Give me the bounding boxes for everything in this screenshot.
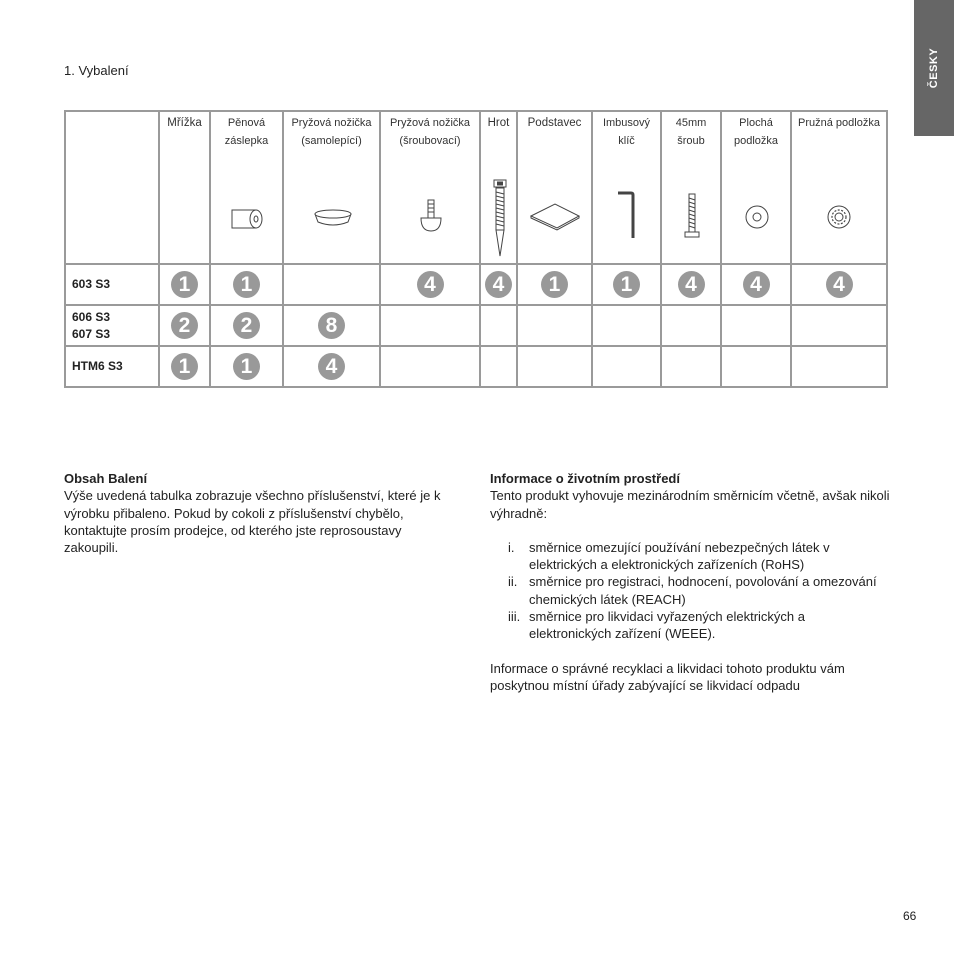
- count-cell: [661, 346, 721, 387]
- header-spike: [480, 111, 517, 264]
- count-cell: [791, 264, 887, 305]
- model-name: 603 S3: [72, 277, 111, 291]
- model-cell: [65, 264, 159, 305]
- header-label: Pružná podložka: [798, 117, 880, 129]
- quantity-badge: 4: [678, 271, 705, 298]
- quantity-badge: 8: [318, 312, 345, 339]
- flat-washer-icon: [744, 204, 770, 230]
- header-label: Hrot: [487, 117, 510, 129]
- quantity-badge: 2: [233, 312, 260, 339]
- header-label: Podstavec: [527, 117, 582, 129]
- table-row-606-607: [65, 305, 887, 346]
- spring-washer-icon: [826, 204, 852, 230]
- count-cell: [517, 305, 592, 346]
- list-number: ii.: [508, 574, 518, 590]
- count-cell: [592, 346, 661, 387]
- package-contents-heading: Obsah Balení: [64, 471, 148, 486]
- list-item: [490, 573, 890, 608]
- header-grille: [159, 111, 210, 264]
- list-number: iii.: [508, 609, 521, 625]
- count-cell: [517, 346, 592, 387]
- header-flat-washer: [721, 111, 791, 264]
- count-cell: [480, 305, 517, 346]
- header-label: Pryžová nožička (samolepící): [291, 117, 372, 147]
- section-title: 1. Vybalení: [64, 63, 129, 78]
- list-text: směrnice pro likvidaci vyřazených elektrických a elektronických zařízení (WEEE).: [529, 609, 805, 642]
- list-item: [490, 539, 890, 574]
- count-cell: [661, 264, 721, 305]
- rubber-foot-screw-icon: [419, 198, 443, 234]
- count-cell: [283, 264, 380, 305]
- count-cell: [380, 346, 480, 387]
- count-cell: [380, 264, 480, 305]
- environment-intro: Tento produkt vyhovuje mezinárodním směrnicím včetně, avšak nikoli výhradně:: [490, 488, 890, 521]
- count-cell: [380, 305, 480, 346]
- foam-bung-icon: [228, 202, 268, 234]
- model-name: 606 S3: [72, 309, 111, 324]
- count-cell: [480, 264, 517, 305]
- count-cell: [283, 346, 380, 387]
- quantity-badge: 1: [171, 353, 198, 380]
- header-rubber-foot-screw: [380, 111, 480, 264]
- screw-icon: [683, 192, 701, 242]
- count-cell: [210, 305, 283, 346]
- model-cell: [65, 305, 159, 346]
- environment-heading: Informace o životním prostředí: [490, 471, 680, 486]
- count-cell: [791, 346, 887, 387]
- language-tab: [914, 0, 954, 136]
- quantity-badge: 1: [171, 271, 198, 298]
- directive-list: [490, 539, 890, 643]
- header-label: Mřížka: [167, 117, 202, 129]
- header-foam-bung: [210, 111, 283, 264]
- count-cell: [210, 264, 283, 305]
- header-rubber-foot-adhesive: [283, 111, 380, 264]
- environment-section: [490, 470, 890, 694]
- count-cell: [721, 346, 791, 387]
- spike-icon: [490, 178, 510, 258]
- count-cell: [210, 346, 283, 387]
- header-spring-washer: [791, 111, 887, 264]
- list-text: směrnice omezující používání nebezpečných látek v elektrických a elektronických zařízeních (RoHS): [529, 539, 830, 573]
- header-label: Pěnová záslepka: [224, 117, 269, 147]
- count-cell: [721, 264, 791, 305]
- quantity-badge: 4: [826, 271, 853, 298]
- count-cell: [592, 305, 661, 346]
- count-cell: [592, 264, 661, 305]
- quantity-badge: 4: [318, 353, 345, 380]
- count-cell: [159, 346, 210, 387]
- plinth-icon: [529, 200, 583, 234]
- quantity-badge: 1: [233, 271, 260, 298]
- corner-cell: [65, 111, 159, 264]
- allen-key-icon: [615, 190, 639, 242]
- quantity-badge: 1: [541, 271, 568, 298]
- count-cell: [283, 305, 380, 346]
- count-cell: [480, 346, 517, 387]
- count-cell: [159, 305, 210, 346]
- quantity-badge: 1: [613, 271, 640, 298]
- quantity-badge: 4: [485, 271, 512, 298]
- count-cell: [159, 264, 210, 305]
- model-name: HTM6 S3: [72, 359, 123, 373]
- list-item: [490, 608, 890, 643]
- count-cell: [517, 264, 592, 305]
- list-text: směrnice pro registraci, hodnocení, povolování a omezování chemických látek (REACH): [529, 574, 877, 607]
- rubber-foot-adhesive-icon: [312, 205, 354, 231]
- quantity-badge: 4: [417, 271, 444, 298]
- language-tab-label: ČESKY: [928, 47, 940, 89]
- count-cell: [791, 305, 887, 346]
- header-label: Plochá podložka: [733, 117, 779, 147]
- environment-outro: Informace o správné recyklaci a likvidaci tohoto produktu vám poskytnou místní úřady zabývající se likvidací odpadu: [490, 660, 845, 693]
- header-label: Pryžová nožička (šroubovací): [389, 117, 471, 147]
- table-row-603: [65, 264, 887, 305]
- quantity-badge: 4: [743, 271, 770, 298]
- package-contents-section: [64, 470, 454, 556]
- model-name: 607 S3: [72, 326, 111, 341]
- package-contents-text: Výše uvedená tabulka zobrazuje všechno příslušenství, které je k výrobku přibaleno. Pokud by cokoli z příslušenství chybělo, kontaktujte prosím prodejce, od kterého jste reprosoustavy zakoupili.: [64, 488, 441, 556]
- list-number: i.: [508, 539, 515, 555]
- header-screw: [661, 111, 721, 264]
- count-cell: [661, 305, 721, 346]
- page-number: 66: [903, 909, 917, 923]
- count-cell: [721, 305, 791, 346]
- header-plinth: [517, 111, 592, 264]
- table-row-htm6: [65, 346, 887, 387]
- quantity-badge: 2: [171, 312, 198, 339]
- header-label: 45mm šroub: [675, 117, 707, 147]
- model-cell: [65, 346, 159, 387]
- header-label: Imbusový klíč: [602, 117, 651, 147]
- package-contents-table: [64, 110, 888, 388]
- header-allen-key: [592, 111, 661, 264]
- quantity-badge: 1: [233, 353, 260, 380]
